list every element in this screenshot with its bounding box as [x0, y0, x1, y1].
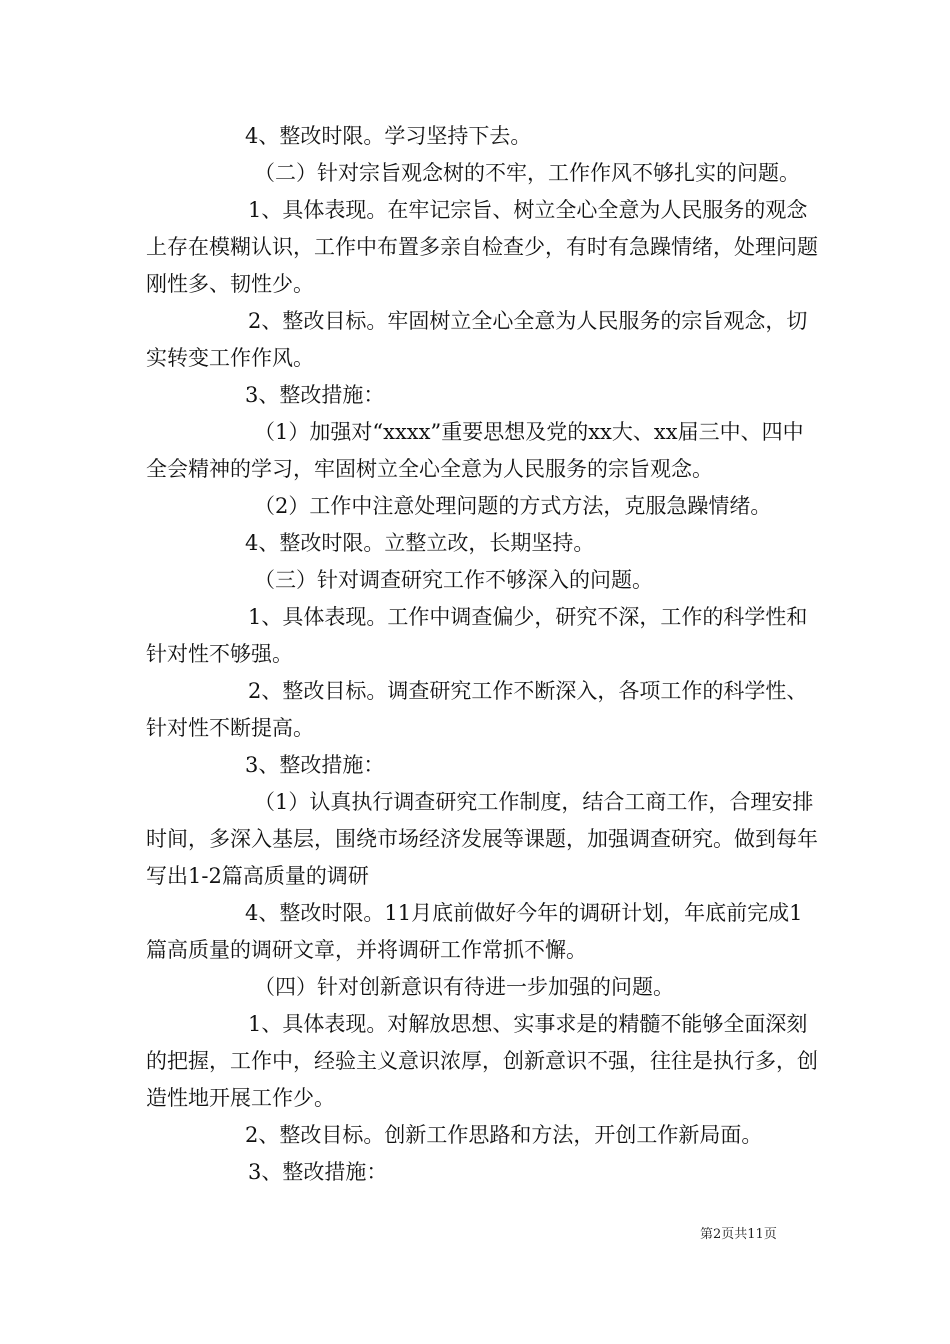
paragraph: 2、整改目标。调查研究工作不断深入，各项工作的科学性、针对性不断提高。 [146, 679, 808, 740]
paragraph: 1、具体表现。对解放思想、实事求是的精髓不能够全面深刻的把握，工作中，经验主义意识浓厚，创新意识不强，往往是执行多，创造性地开展工作少。 [146, 1012, 818, 1110]
section-heading: （三）针对调查研究工作不够深入的问题。 [254, 568, 653, 592]
paragraph: （2）工作中注意处理问题的方式方法，克服急躁情绪。 [254, 494, 772, 518]
page-number-footer: 第2页共11页 [700, 1227, 777, 1242]
paragraph: 4、整改时限。11月底前做好今年的调研计划，年底前完成1篇高质量的调研文章，并将调研工作常抓不懈。 [146, 901, 803, 962]
section-heading: （四）针对创新意识有待进一步加强的问题。 [254, 975, 674, 999]
paragraph: 2、整改目标。牢固树立全心全意为人民服务的宗旨观念，切实转变工作作风。 [146, 309, 808, 370]
paragraph: （1）认真执行调查研究工作制度，结合工商工作，合理安排时间，多深入基层，围绕市场经济发展等课题，加强调查研究。做到每年写出1-2篇高质量的调研 [146, 790, 818, 888]
section-heading: （二）针对宗旨观念树的不牢，工作作风不够扎实的问题。 [254, 161, 800, 185]
paragraph: 1、具体表现。工作中调查偏少，研究不深，工作的科学性和针对性不够强。 [146, 605, 808, 666]
paragraph: 3、整改措施： [248, 1160, 388, 1184]
paragraph: 4、整改时限。立整立改，长期坚持。 [245, 531, 595, 555]
document-body [146, 118, 818, 1191]
paragraph: 3、整改措施： [245, 753, 385, 777]
paragraph: 3、整改措施： [245, 383, 385, 407]
paragraph: 1、具体表现。在牢记宗旨、树立全心全意为人民服务的观念上存在模糊认识，工作中布置多亲自检查少，有时有急躁情绪，处理问题刚性多、韧性少。 [146, 198, 818, 296]
paragraph: 2、整改目标。创新工作思路和方法，开创工作新局面。 [245, 1123, 763, 1147]
paragraph: 4、整改时限。学习坚持下去。 [245, 124, 532, 148]
paragraph: （1）加强对“xxxx”重要思想及党的xx大、xx届三中、四中全会精神的学习，牢固树立全心全意为人民服务的宗旨观念。 [146, 420, 804, 481]
